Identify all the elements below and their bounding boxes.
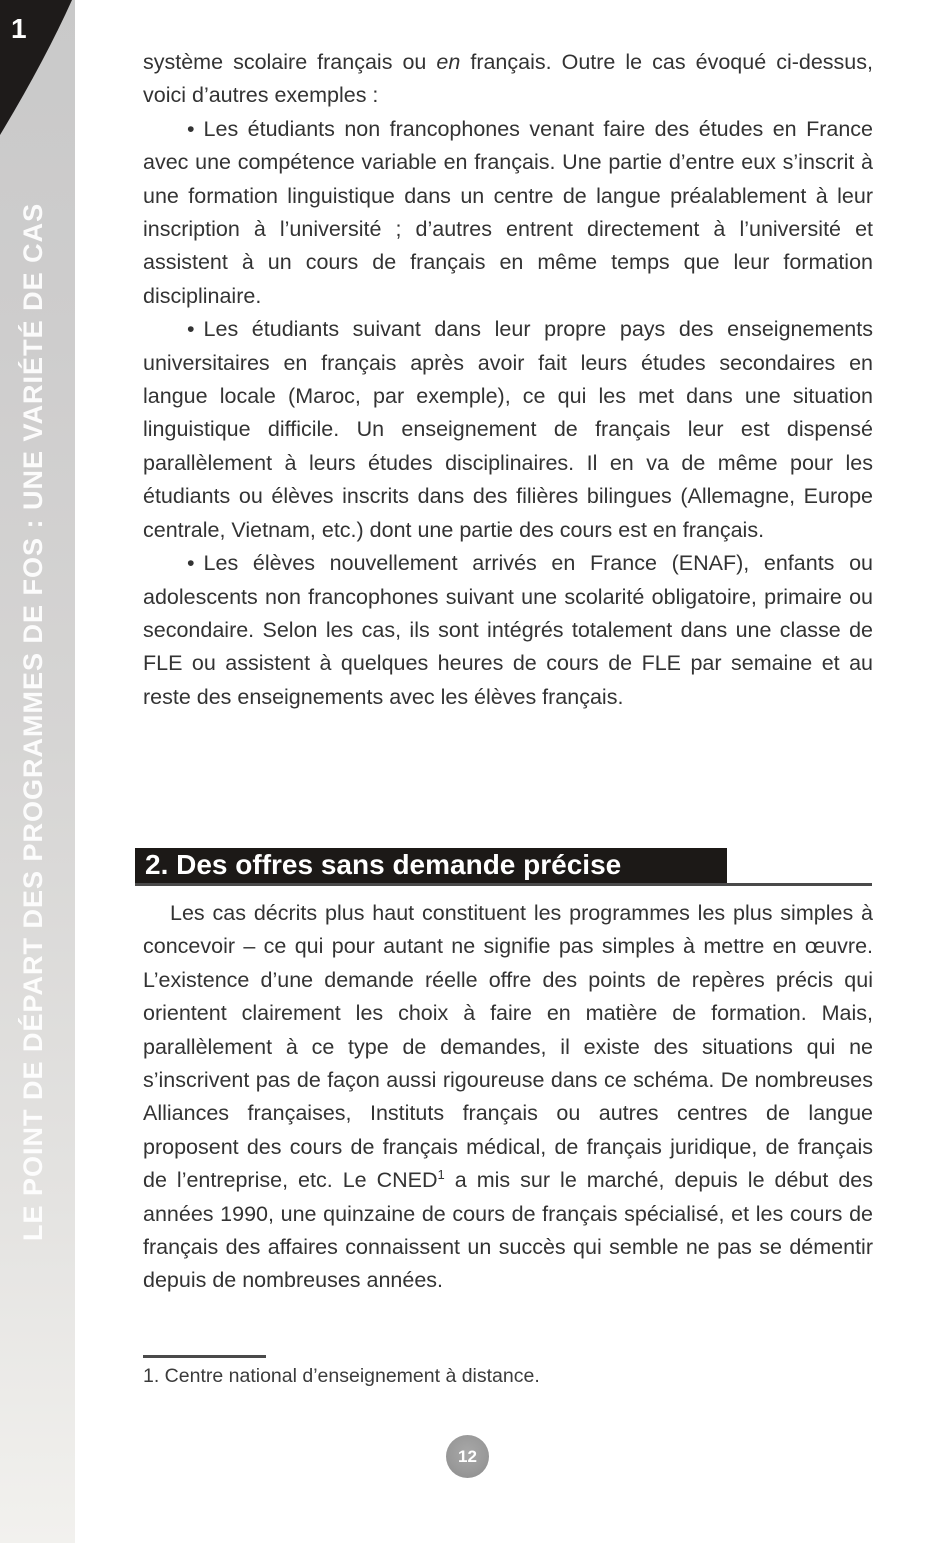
intro-text-post: français. Outre le cas évoqué ci-dessus, voici d’autres exemples : bbox=[143, 50, 873, 108]
chapter-sidebar bbox=[0, 0, 75, 1543]
footnote-rule bbox=[143, 1355, 266, 1358]
intro-text-italic: en bbox=[436, 50, 461, 74]
footnote-block bbox=[143, 1355, 873, 1388]
section-body-pre: Les cas décrits plus haut constituent les programmes les plus simples à concevoir – ce qui pour autant ne signifie pas simples à mettre en œuvre. L’existence d’une demande réelle offre des points de repères précis qui orientent clairement les choix à faire en matière de formation. Mais, parallèlement à ce type de demandes, il existe des situations qui ne s’inscrivent pas de façon aussi rigoureuse dans ce schéma. De nombreuses Alliances françaises, Instituts français ou autres centres de langue proposent des cours de français médical, de français juridique, de français de l’entreprise, etc. Le CNED bbox=[143, 901, 873, 1193]
section-heading: 2. Des offres sans demande précise bbox=[135, 848, 727, 883]
section-heading-rule bbox=[135, 848, 872, 886]
footnote-reference: 1 bbox=[437, 1167, 445, 1183]
bullet-icon: • bbox=[187, 116, 195, 141]
body-text-block bbox=[143, 46, 873, 714]
paragraph-section-body bbox=[143, 897, 873, 1298]
bullet-item-text: Les étudiants non francophones venant faire des études en France avec une compétence variable en français. Une partie d’entre eux s’inscrit à une formation linguistique dans un centre de langue préalablement à leur inscription à l’université ; d’autres entrent directement à l’université et assistent à un cours de français en même temps que leur formation disciplinaire. bbox=[143, 116, 873, 308]
section-body-post: a mis sur le marché, depuis le début des années 1990, une quinzaine de cours de français spécialisé, et les cours de français des affaires connaissent un succès qui semble ne pas se démentir depuis de nombreuses années. bbox=[143, 1168, 873, 1293]
bullet-icon: • bbox=[187, 551, 195, 576]
footnote-text: 1. Centre national d’enseignement à distance. bbox=[143, 1365, 540, 1387]
bullet-item bbox=[143, 313, 873, 547]
bullet-icon: • bbox=[187, 317, 195, 342]
bullet-item-text: Les étudiants suivant dans leur propre pays des enseignements universitaires en français après avoir fait leurs études secondaires en langue locale (Maroc, par exemple), ce qui les met dans une situation linguistique difficile. Un enseignement de français leur est dispensé parallèlement à leurs études disciplinaires. Il en va de même pour les étudiants ou élèves inscrits dans des filières bilingues (Allemagne, Europe centrale, Vietnam, etc.) dont une partie des cours est en français. bbox=[143, 317, 873, 542]
intro-text-pre: système scolaire français ou bbox=[143, 50, 437, 74]
bullet-item bbox=[143, 113, 873, 313]
paragraph-intro bbox=[143, 46, 873, 113]
bullet-item bbox=[143, 547, 873, 714]
chapter-number: 1 bbox=[11, 13, 27, 44]
page-number-badge: 12 bbox=[446, 1435, 489, 1478]
chapter-vertical-title: LE POINT DE DÉPART DES PROGRAMMES DE FOS : UNE VARIÉTÉ DE CAS bbox=[18, 202, 48, 1241]
bullet-item-text: Les élèves nouvellement arrivés en France (ENAF), enfants ou adolescents non francophones suivant une scolarité obligatoire, primaire ou secondaire. Selon les cas, ils sont intégrés totalement dans une classe de FLE ou assistent à quelques heures de cours de FLE par semaine et au reste des enseignements avec les élèves français. bbox=[143, 551, 873, 709]
